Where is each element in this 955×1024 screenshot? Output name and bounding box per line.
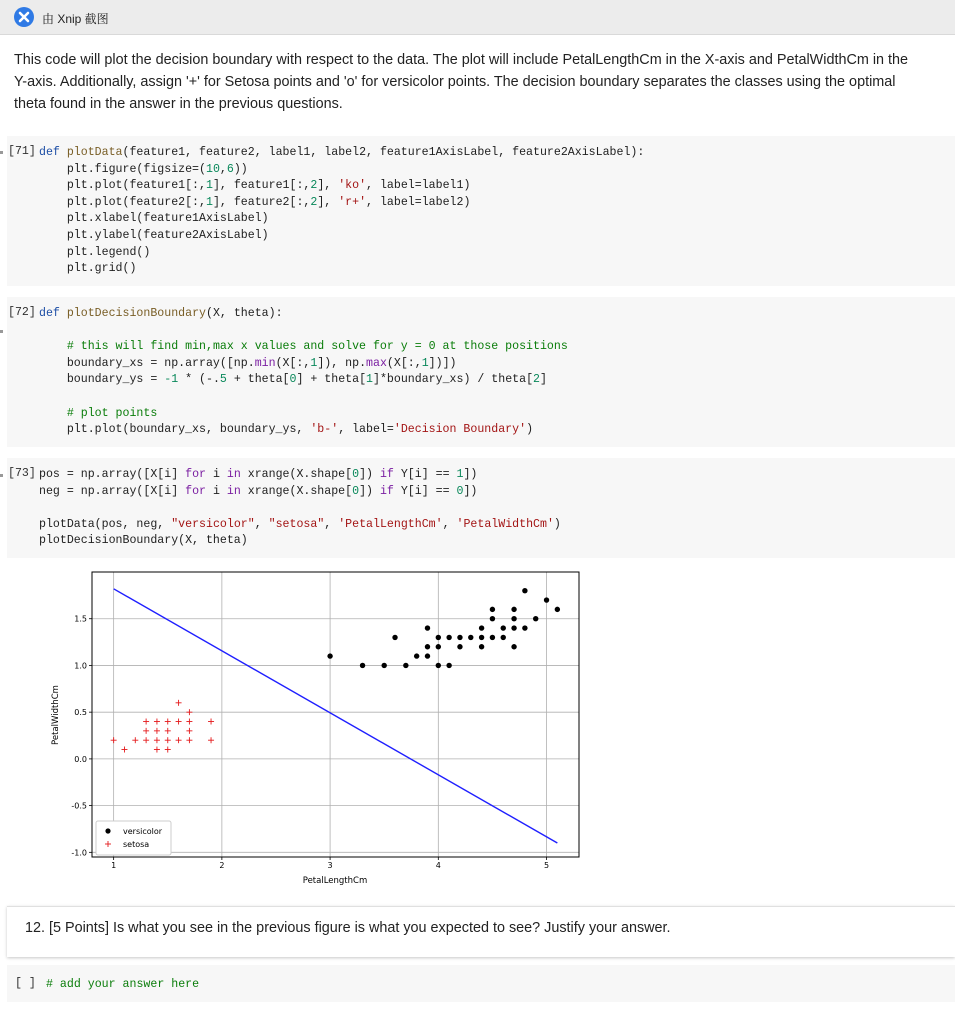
setosa-point <box>143 719 149 725</box>
window-title-bar <box>0 0 955 35</box>
versicolor-point <box>522 588 527 593</box>
versicolor-point <box>479 635 484 640</box>
versicolor-point <box>533 616 538 621</box>
intro-paragraph: This code will plot the decision boundary with respect to the data. The plot will include PetalLengthCm in the X-axis and PetalWidthCm in the Y-axis. Additionally, assign '+' for Setosa points and 'o' for versicolor points. The decision boundary separates the classes using the optimal theta found in the answer in the previous questions. <box>14 52 909 112</box>
cell-prompt: [ ] <box>15 977 36 990</box>
versicolor-point <box>457 635 462 640</box>
y-tick-label: 1.5 <box>74 614 87 624</box>
app-title: 由 Xnip 截图 <box>42 12 109 26</box>
x-tick-label: 3 <box>327 861 333 870</box>
versicolor-point <box>403 663 408 668</box>
code-block[interactable] <box>39 145 644 278</box>
code-line: def plotData(feature1, feature2, label1, label2, feature1AxisLabel, feature2AxisLabel): <box>39 146 645 159</box>
versicolor-point <box>522 625 527 630</box>
setosa-point <box>165 719 171 725</box>
setosa-point <box>154 719 160 725</box>
question-text: 12. [5 Points] Is what you see in the previous figure is what you expected to see? Justify your answer. <box>25 920 671 936</box>
setosa-point <box>111 737 117 743</box>
setosa-point <box>176 737 182 743</box>
legend-label-versicolor: versicolor <box>123 827 163 836</box>
versicolor-point <box>511 644 516 649</box>
versicolor-point <box>446 663 451 668</box>
scatter-plot <box>40 565 600 890</box>
code-line: plt.figure(figsize=(10,6)) <box>39 162 248 176</box>
versicolor-point <box>490 635 495 640</box>
versicolor-point <box>436 644 441 649</box>
legend <box>96 821 171 855</box>
code-line: plt.grid() <box>39 262 137 276</box>
setosa-point <box>154 747 160 753</box>
setosa-point <box>186 728 192 734</box>
versicolor-point <box>479 644 484 649</box>
code-block[interactable] <box>39 467 561 550</box>
setosa-point <box>143 737 149 743</box>
y-axis-label: PetalWidthCm <box>51 685 61 745</box>
setosa-point <box>186 719 192 725</box>
versicolor-point <box>490 616 495 621</box>
versicolor-point <box>511 607 516 612</box>
versicolor-point <box>446 635 451 640</box>
versicolor-point <box>490 607 495 612</box>
code-line: boundary_ys = -1 * (-.5 + theta[0] + theta[1]*boundary_xs) / theta[2] <box>39 373 547 387</box>
setosa-point <box>121 747 127 753</box>
legend-marker-versicolor <box>105 828 110 833</box>
versicolor-point <box>457 644 462 649</box>
setosa-point <box>176 700 182 706</box>
setosa-point <box>208 719 214 725</box>
x-tick-label: 5 <box>543 861 550 870</box>
versicolor-point <box>436 635 441 640</box>
code-line: plt.plot(boundary_xs, boundary_ys, 'b-', label='Decision Boundary') <box>39 423 534 437</box>
setosa-point <box>165 737 171 743</box>
versicolor-point <box>479 625 484 630</box>
versicolor-point <box>468 635 473 640</box>
y-tick-label: -0.5 <box>71 801 87 811</box>
code-line: pos = np.array([X[i] for i in xrange(X.shape[0]) if Y[i] == 1]) <box>39 468 478 481</box>
setosa-point <box>165 728 171 734</box>
y-tick-label: 0.0 <box>74 754 87 764</box>
setosa-point <box>165 747 171 753</box>
code-line: plt.xlabel(feature1AxisLabel) <box>39 212 269 226</box>
versicolor-point <box>511 625 516 630</box>
setosa-point <box>186 737 192 743</box>
code-line: plt.plot(feature2[:,1], feature2[:,2], 'r+', label=label2) <box>39 195 471 209</box>
code-line: neg = np.array([X[i] for i in xrange(X.shape[0]) if Y[i] == 0]) <box>39 484 478 498</box>
versicolor-point <box>392 635 397 640</box>
code-line: plotDecisionBoundary(X, theta) <box>39 534 248 548</box>
setosa-point <box>132 737 138 743</box>
setosa-point <box>154 728 160 734</box>
versicolor-point <box>414 653 419 658</box>
versicolor-point <box>501 635 506 640</box>
x-tick-label: 1 <box>111 861 117 870</box>
code-line: plt.legend() <box>39 245 151 259</box>
setosa-point <box>208 737 214 743</box>
answer-code[interactable]: # add your answer here <box>46 978 200 991</box>
x-axis-label: PetalLengthCm <box>302 876 368 886</box>
code-block[interactable] <box>39 306 568 439</box>
code-line: # this will find min,max x values and solve for y = 0 at those positions <box>66 340 568 354</box>
y-tick-label: -1.0 <box>71 848 87 858</box>
versicolor-point <box>425 653 430 658</box>
cell-prompt: [72] <box>8 306 36 319</box>
setosa-point <box>154 737 160 743</box>
code-line: plt.ylabel(feature2AxisLabel) <box>39 228 269 242</box>
setosa-point <box>176 719 182 725</box>
versicolor-point <box>360 663 365 668</box>
versicolor-point <box>501 625 506 630</box>
versicolor-point <box>382 663 387 668</box>
cell-prompt: [73] <box>8 467 36 480</box>
code-line: plotData(pos, neg, "versicolor", "setosa", 'PetalLengthCm', 'PetalWidthCm') <box>39 517 561 531</box>
versicolor-point <box>327 653 332 658</box>
question-cell[interactable] <box>7 906 955 957</box>
legend-label-setosa: setosa <box>123 840 150 849</box>
y-tick-label: 1.0 <box>74 661 87 671</box>
y-tick-label: 0.5 <box>74 708 87 718</box>
answer-code-cell[interactable] <box>7 965 955 1002</box>
code-line: def plotDecisionBoundary(X, theta): <box>39 307 283 320</box>
code-line: boundary_xs = np.array([np.min(X[:,1]), np.max(X[:,1])]) <box>39 356 457 370</box>
versicolor-point <box>436 663 441 668</box>
xnip-logo-icon <box>14 7 34 27</box>
setosa-point <box>186 709 192 715</box>
code-line: plt.plot(feature1[:,1], feature1[:,2], 'ko', label=label1) <box>39 179 471 193</box>
x-tick-label: 4 <box>435 861 441 870</box>
x-tick-label: 2 <box>219 861 225 870</box>
versicolor-point <box>425 625 430 630</box>
versicolor-point <box>544 597 549 602</box>
decision-boundary-line <box>114 589 558 843</box>
versicolor-point <box>511 616 516 621</box>
cell-prompt: [71] <box>8 145 36 158</box>
versicolor-point <box>425 644 430 649</box>
setosa-point <box>143 728 149 734</box>
code-line: # plot points <box>66 406 158 420</box>
versicolor-point <box>555 607 560 612</box>
